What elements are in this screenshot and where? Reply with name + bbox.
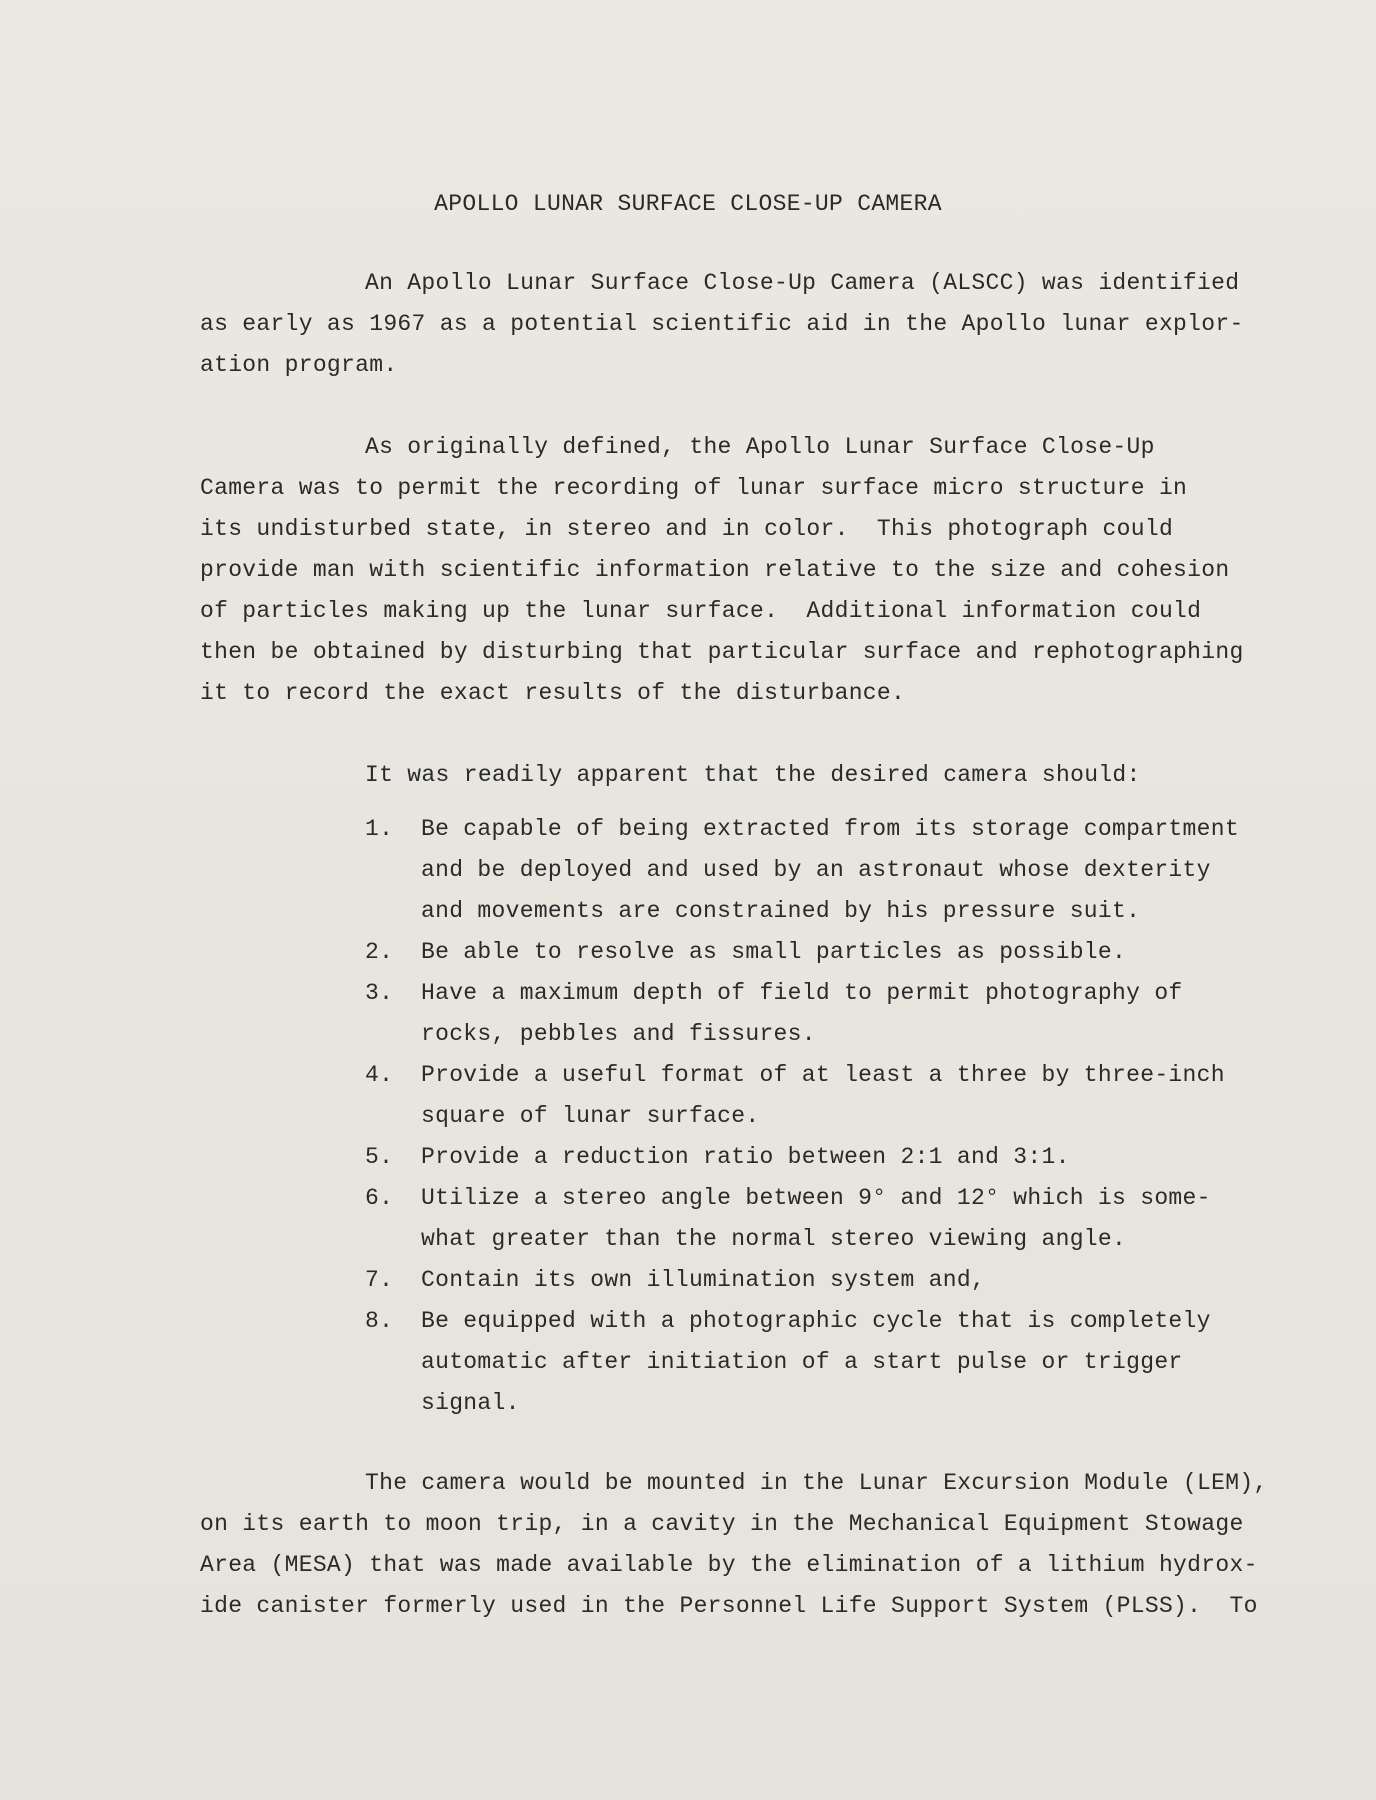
paragraph-1 bbox=[200, 263, 1244, 386]
text-line: An Apollo Lunar Surface Close-Up Camera (ALSCC) was identified bbox=[365, 270, 1240, 296]
text-line: The camera would be mounted in the Lunar Excursion Module (LEM), bbox=[365, 1470, 1268, 1496]
list-item-number: 2. bbox=[365, 939, 394, 965]
list-item-line: Contain its own illumination system and, bbox=[421, 1267, 986, 1293]
list-item-line: Be capable of being extracted from its storage compartment bbox=[421, 816, 1239, 842]
list-item-line: Be equipped with a photographic cycle that is completely bbox=[421, 1308, 1211, 1334]
text-line: it to record the exact results of the disturbance. bbox=[200, 680, 906, 706]
list-item bbox=[365, 1178, 1245, 1260]
page-title: APOLLO LUNAR SURFACE CLOSE-UP CAMERA bbox=[434, 191, 942, 217]
text-line: then be obtained by disturbing that particular surface and rephotographing bbox=[200, 639, 1244, 665]
list-item-number: 3. bbox=[365, 980, 394, 1006]
list-item-number: 6. bbox=[365, 1185, 394, 1211]
list-item-number: 7. bbox=[365, 1267, 394, 1293]
text-line: ation program. bbox=[200, 352, 398, 378]
list-item-line: Provide a useful format of at least a three by three-inch bbox=[421, 1062, 1225, 1088]
list-item bbox=[365, 973, 1245, 1055]
text-line: Camera was to permit the recording of lunar surface micro structure in bbox=[200, 475, 1188, 501]
list-item bbox=[365, 1301, 1245, 1424]
list-item bbox=[365, 1055, 1245, 1137]
list-item-line: automatic after initiation of a start pulse or trigger bbox=[421, 1349, 1183, 1375]
text-line: of particles making up the lunar surface. Additional information could bbox=[200, 598, 1202, 624]
text-line: ide canister formerly used in the Personnel Life Support System (PLSS). To bbox=[200, 1593, 1258, 1619]
list-item-line: signal. bbox=[421, 1390, 520, 1416]
list-item-number: 1. bbox=[365, 816, 394, 842]
list-item-line: Provide a reduction ratio between 2:1 and 3:1. bbox=[421, 1144, 1070, 1170]
list-item bbox=[365, 932, 1245, 973]
list-item-line: Be able to resolve as small particles as possible. bbox=[421, 939, 1127, 965]
text-line: Area (MESA) that was made available by the elimination of a lithium hydrox- bbox=[200, 1552, 1258, 1578]
requirements-list bbox=[365, 809, 1245, 1424]
text-line: its undisturbed state, in stereo and in color. This photograph could bbox=[200, 516, 1174, 542]
list-item-line: Have a maximum depth of field to permit photography of bbox=[421, 980, 1183, 1006]
list-item-line: Utilize a stereo angle between 9° and 12° which is some- bbox=[421, 1185, 1211, 1211]
paragraph-2 bbox=[200, 427, 1244, 714]
list-item-line: square of lunar surface. bbox=[421, 1103, 760, 1129]
list-item-line: and movements are constrained by his pressure suit. bbox=[421, 898, 1141, 924]
list-item-line: and be deployed and used by an astronaut whose dexterity bbox=[421, 857, 1211, 883]
list-item-number: 8. bbox=[365, 1308, 394, 1334]
list-item-number: 4. bbox=[365, 1062, 394, 1088]
list-item-line: what greater than the normal stereo viewing angle. bbox=[421, 1226, 1127, 1252]
text-line: on its earth to moon trip, in a cavity in the Mechanical Equipment Stowage bbox=[200, 1511, 1244, 1537]
list-item-number: 5. bbox=[365, 1144, 394, 1170]
list-item bbox=[365, 1260, 1245, 1301]
list-intro bbox=[200, 755, 1230, 796]
text-line: provide man with scientific information relative to the size and cohesion bbox=[200, 557, 1230, 583]
text-line: As originally defined, the Apollo Lunar Surface Close-Up bbox=[365, 434, 1155, 460]
list-item-line: rocks, pebbles and fissures. bbox=[421, 1021, 816, 1047]
text-line: as early as 1967 as a potential scientific aid in the Apollo lunar explor- bbox=[200, 311, 1244, 337]
text-line: It was readily apparent that the desired camera should: bbox=[365, 762, 1141, 788]
list-item bbox=[365, 809, 1245, 932]
paragraph-3 bbox=[200, 1463, 1268, 1627]
list-item bbox=[365, 1137, 1245, 1178]
